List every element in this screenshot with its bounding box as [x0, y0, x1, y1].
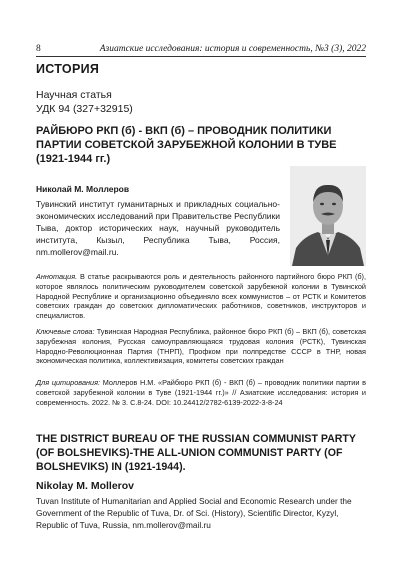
abstract-text: В статье раскрываются роль и деятельность районного партийного бюро РКП (б), которое являлось политическим руководителем советской зарубежной колонии в Тувинской Народной Республике и организационно объединяло всех коммунистов – от РСТК и Комитетов советских граждан до советских дипломатических работников, советников, инструкторов и специалистов.	[36, 272, 367, 321]
article-type: Научная статья	[36, 89, 112, 101]
udc-code: УДК 94 (327+32915)	[36, 103, 133, 115]
author-affiliation-ru: Тувинский институт гуманитарных и прикладных социально-экономических исследований при Правительстве Республики Тыва, доктор исторических наук, научный руководитель института, Кызыл, Республика Тыва, Россия, nm.mollerov@mail.ru.	[36, 199, 280, 257]
keywords-text: Тувинская Народная Республика, районное бюро РКП (б) – ВКП (б), советская зарубежная колония, Русская самоуправляющаяся трудовая колония (РСТК), Тувинская Народно-Революционная Партия (ТНРП), Профком при полпредстве СССР в ТНР, новая экономическая политика, коллективизация, комитеты советских граждан	[36, 327, 366, 366]
section-title: ИСТОРИЯ	[36, 62, 100, 76]
author-name-en: Nikolay M. Mollerov	[36, 480, 135, 492]
citation-text: Моллеров Н.М. «Райбюро РКП (б) - ВКП (б) – проводник политики партии в советской зарубежной колонии в Туве (1921-1944 гг.)» // Азиатские исследования: история и современность. 2022. № 3. С.8-24. DOI: 10.24412/2782-6139-2022-3-8-24	[36, 378, 367, 407]
citation-label: Для цитирования:	[36, 378, 101, 387]
page-number: 8	[36, 44, 41, 54]
citation	[36, 378, 366, 407]
journal-title: Азиатские исследования: история и современность, №3 (3), 2022	[99, 44, 366, 54]
running-header	[36, 44, 366, 57]
abstract	[36, 272, 366, 321]
keywords-label: Ключевые слова:	[36, 327, 95, 336]
author-name-ru: Николай М. Моллеров	[36, 184, 130, 194]
article-title-en: THE DISTRICT BUREAU OF THE RUSSIAN COMMUNIST PARTY (OF BOLSHEVIKS)-THE ALL-UNION COMMUNIST PARTY (OF BOLSHEVIKS) IN (1921-1944).	[36, 433, 356, 473]
abstract-label: Аннотация.	[36, 272, 78, 281]
author-affiliation-en: Tuvan Institute of Humanitarian and Applied Social and Economic Research under the Government of the Republic of Tuva, Dr. of Sci. (History), Scientific Director, Kyzyl, Republic of Tuva, Russia, nm.mollerov@mail.ru	[36, 496, 352, 530]
keywords	[36, 327, 366, 366]
author-photo	[290, 166, 366, 266]
article-title-ru: РАЙБЮРО РКП (б) - ВКП (б) – ПРОВОДНИК ПОЛИТИКИ ПАРТИИ СОВЕТСКОЙ ЗАРУБЕЖНОЙ КОЛОНИИ В ТУВЕ (1921-1944 гг.)	[36, 125, 337, 165]
author-portrait-icon	[290, 166, 366, 266]
